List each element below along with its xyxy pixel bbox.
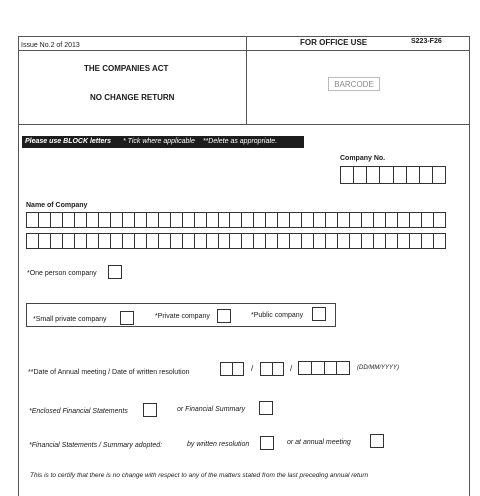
written-resolution-label: by written resolution — [187, 441, 250, 448]
block-letters-note: Please use BLOCK letters — [25, 138, 111, 145]
form-frame — [18, 36, 470, 496]
office-use-label: FOR OFFICE USE — [300, 38, 368, 47]
month-field[interactable] — [260, 362, 284, 376]
annual-meeting-label: **Date of Annual meeting / Date of written resolution — [28, 369, 190, 376]
header-vertical-divider — [246, 36, 247, 124]
tick-note: * Tick where applicable — [122, 138, 195, 145]
issue-number: Issue No.2 of 2013 — [21, 42, 80, 49]
annual-meeting-checkbox[interactable] — [370, 434, 384, 448]
public-label: *Public company — [251, 312, 304, 319]
header-divider — [18, 50, 470, 51]
written-resolution-checkbox[interactable] — [260, 436, 274, 450]
company-name-label: Name of Company — [26, 202, 88, 209]
date-separator-1: / — [251, 364, 254, 373]
company-no-label: Company No. — [340, 155, 386, 162]
private-checkbox[interactable] — [217, 309, 231, 323]
financial-summary-checkbox[interactable] — [259, 401, 273, 415]
small-private-checkbox[interactable] — [120, 311, 134, 325]
financial-summary-label: or Financial Summary — [177, 406, 246, 413]
return-title: NO CHANGE RETURN — [90, 93, 175, 102]
one-person-label: *One person company — [27, 270, 97, 277]
form-code: S223-F26 — [411, 38, 442, 45]
company-name-line-1[interactable] — [26, 212, 446, 228]
small-private-label: *Small private company — [33, 316, 107, 323]
adopted-label: *Financial Statements / Summary adopted: — [29, 442, 163, 449]
private-label: *Private company — [155, 313, 210, 320]
date-format-hint: (DD/MM/YYYY) — [357, 365, 399, 371]
company-name-line-2[interactable] — [26, 233, 446, 249]
enclosed-statements-label: *Enclosed Financial Statements — [29, 408, 128, 415]
enclosed-statements-checkbox[interactable] — [143, 403, 157, 417]
public-checkbox[interactable] — [312, 307, 326, 321]
barcode-box: BARCODE — [328, 77, 380, 91]
date-separator-2: / — [290, 364, 293, 373]
day-field[interactable] — [220, 362, 244, 376]
one-person-checkbox[interactable] — [108, 265, 122, 279]
header-bottom-divider — [18, 124, 470, 125]
instruction-bar — [22, 136, 304, 148]
certification-note: This is to certify that there is no change with respect to any of the matters stated from the last preceding annual return — [30, 472, 369, 479]
act-title: THE COMPANIES ACT — [84, 64, 169, 73]
delete-note: **Delete as appropriate. — [202, 138, 278, 145]
annual-meeting-option-label: or at annual meeting — [287, 439, 351, 446]
year-field[interactable] — [298, 361, 350, 375]
company-no-field[interactable] — [340, 166, 446, 184]
